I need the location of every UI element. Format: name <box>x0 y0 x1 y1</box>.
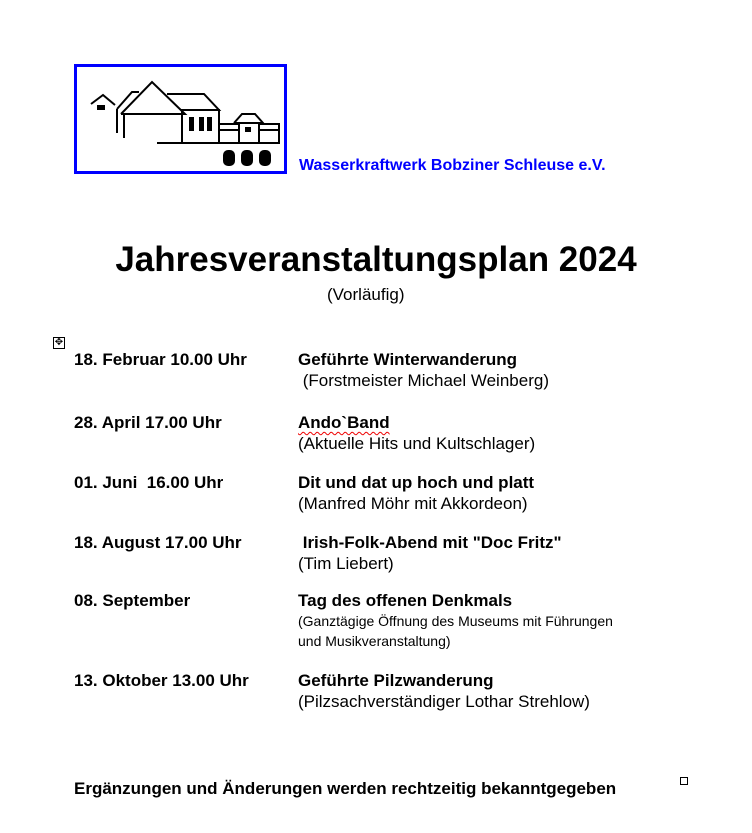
page-subtitle: (Vorläufig) <box>327 285 405 304</box>
event-detail: (Aktuelle Hits und Kultschlager) <box>298 434 536 453</box>
event-title: Tag des offenen Denkmals <box>298 591 513 610</box>
event-title: Irish-Folk-Abend mit "Doc Fritz" <box>298 533 562 552</box>
event-title: Geführte Winterwanderung <box>298 350 517 369</box>
event-date: 08. September <box>74 591 191 610</box>
event-title: Geführte Pilzwanderung <box>298 671 494 690</box>
event-detail: (Pilzsachverständiger Lothar Strehlow) <box>298 692 590 711</box>
event-date: 28. April 17.00 Uhr <box>74 413 222 432</box>
event-title: Dit und dat up hoch und platt <box>298 473 535 492</box>
page-title: Jahresveranstaltungsplan 2024 <box>115 240 637 279</box>
footer-note: Ergänzungen und Änderungen werden rechtzeitig bekanntgegeben <box>74 779 617 798</box>
paragraph-end-mark-icon <box>680 777 688 785</box>
table-move-handle-icon[interactable]: ✥ <box>54 337 64 348</box>
event-detail: (Ganztägige Öffnung des Museums mit Führungen und Musikveranstaltung) <box>298 613 613 649</box>
event-date: 18. Februar 10.00 Uhr <box>74 350 247 369</box>
event-date: 13. Oktober 13.00 Uhr <box>74 671 249 690</box>
event-title: Ando`Band <box>298 413 390 432</box>
event-detail: (Forstmeister Michael Weinberg) <box>298 371 549 390</box>
event-date: 18. August 17.00 Uhr <box>74 533 242 552</box>
event-detail: (Manfred Möhr mit Akkordeon) <box>298 494 528 513</box>
organization-name: Wasserkraftwerk Bobziner Schleuse e.V. <box>299 157 606 174</box>
event-date: 01. Juni 16.00 Uhr <box>74 473 224 492</box>
event-detail: (Tim Liebert) <box>298 554 394 573</box>
logo-house-image <box>74 64 287 174</box>
